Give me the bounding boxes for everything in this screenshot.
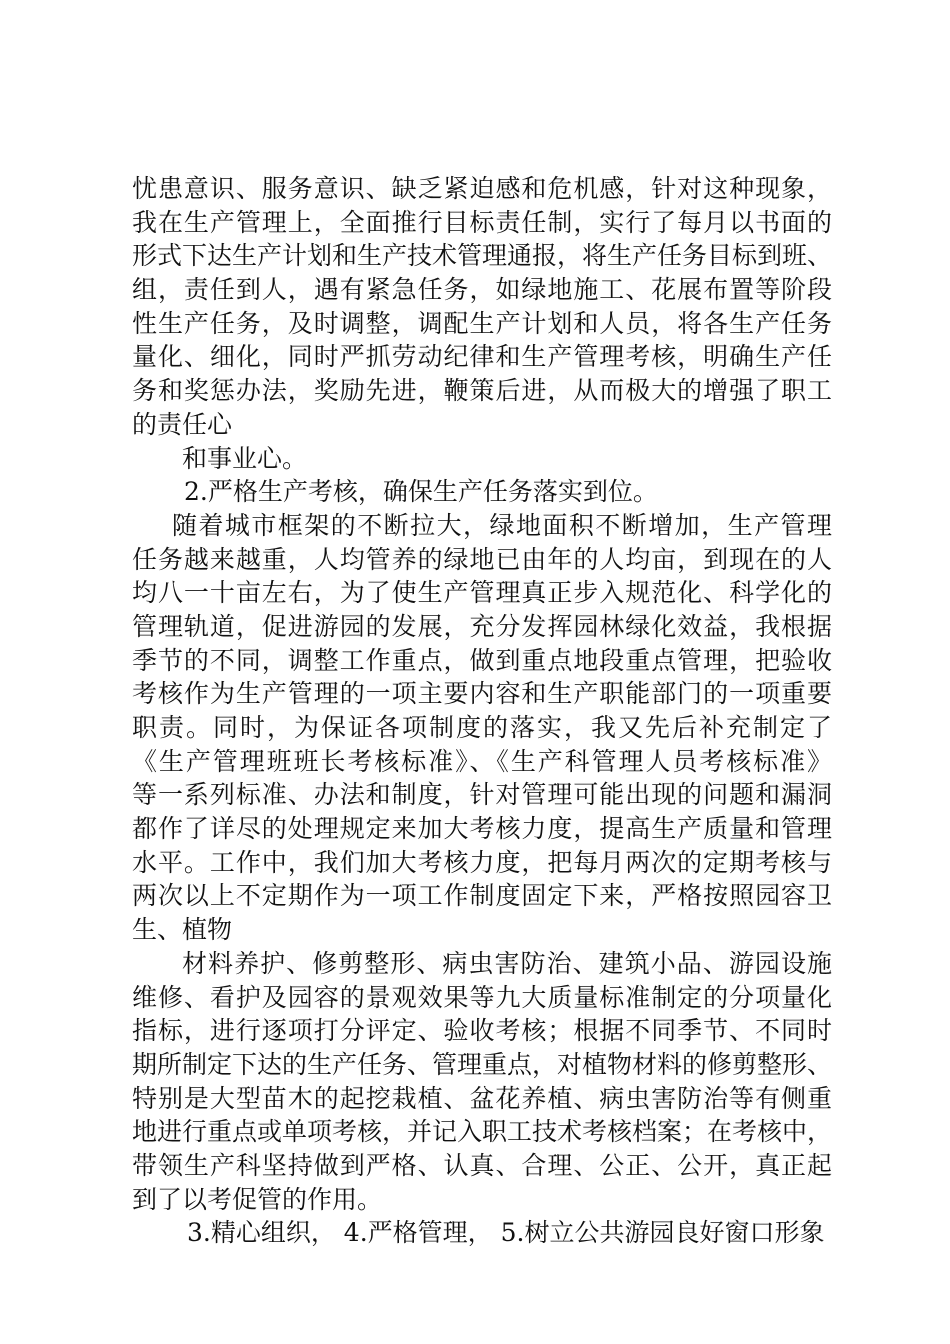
text-line: 材料养护、修剪整形、病虫害防治、建筑小品、游园设施 (182, 948, 832, 978)
text-line: 和事业心。 (182, 443, 308, 473)
text-line: 考核作为生产管理的一项主要内容和生产职能部门的一项重要 (132, 679, 832, 709)
section-heading: 3.精心组织， 4.严格管理， 5.树立公共游园良好窗口形象 (187, 1218, 825, 1248)
text-line: 维修、看护及园容的景观效果等九大质量标准制定的分项量化 (132, 982, 832, 1012)
text-line: 期所制定下达的生产任务、管理重点，对植物材料的修剪整形、 (132, 1049, 833, 1079)
text-line: 《生产管理班班长考核标准》、《生产科管理人员考核标准》 (132, 746, 832, 776)
text-line: 水平。工作中，我们加大考核力度，把每月两次的定期考核与 (132, 847, 832, 877)
section-heading: 2.严格生产考核，确保生产任务落实到位。 (184, 477, 658, 507)
text-line: 务和奖惩办法，奖励先进，鞭策后进，从而极大的增强了职工 (132, 376, 832, 406)
text-line: 性生产任务，及时调整，调配生产计划和人员，将各生产任务 (132, 308, 832, 338)
text-line: 带领生产科坚持做到严格、认真、合理、公正、公开，真正起 (132, 1150, 832, 1180)
document-body (132, 172, 832, 1250)
text-line: 到了以考促管的作用。 (132, 1184, 383, 1214)
text-line: 生、植物 (132, 915, 233, 945)
text-line: 管理轨道，促进游园的发展，充分发挥园林绿化效益，我根据 (132, 611, 832, 641)
text-line: 任务越来越重，人均管养的绿地已由年的人均亩，到现在的人 (132, 544, 832, 574)
text-line: 忧患意识、服务意识、缺乏紧迫感和危机感，针对这种现象， (132, 174, 832, 203)
text-line: 我在生产管理上，全面推行目标责任制，实行了每月以书面的 (132, 207, 832, 237)
text-line: 均八一十亩左右，为了使生产管理真正步入规范化、科学化的 (132, 578, 832, 608)
text-line: 等一系列标准、办法和制度，针对管理可能出现的问题和漏洞 (132, 780, 832, 810)
text-line: 形式下达生产计划和生产技术管理通报，将生产任务目标到班、 (132, 241, 833, 271)
text-line: 职责。同时，为保证各项制度的落实，我又先后补充制定了 (132, 713, 832, 742)
text-line: 随着城市框架的不断拉大，绿地面积不断增加，生产管理 (172, 510, 832, 540)
text-line: 地进行重点或单项考核，并记入职工技术考核档案；在考核中， (132, 1117, 833, 1147)
text-line: 两次以上不定期作为一项工作制度固定下来，严格按照园容卫 (132, 881, 832, 911)
text-line: 都作了详尽的处理规定来加大考核力度，提高生产质量和管理 (132, 814, 832, 844)
text-line: 组，责任到人，遇有紧急任务，如绿地施工、花展布置等阶段 (132, 275, 832, 305)
text-line: 指标，进行逐项打分评定、验收考核；根据不同季节、不同时 (132, 1016, 832, 1046)
text-line: 的责任心 (132, 409, 233, 439)
text-line: 特别是大型苗木的起挖栽植、盆花养植、病虫害防治等有侧重 (132, 1083, 832, 1113)
text-line: 量化、细化，同时严抓劳动纪律和生产管理考核，明确生产任 (132, 342, 832, 372)
text-line: 季节的不同，调整工作重点，做到重点地段重点管理，把验收 (132, 645, 832, 675)
